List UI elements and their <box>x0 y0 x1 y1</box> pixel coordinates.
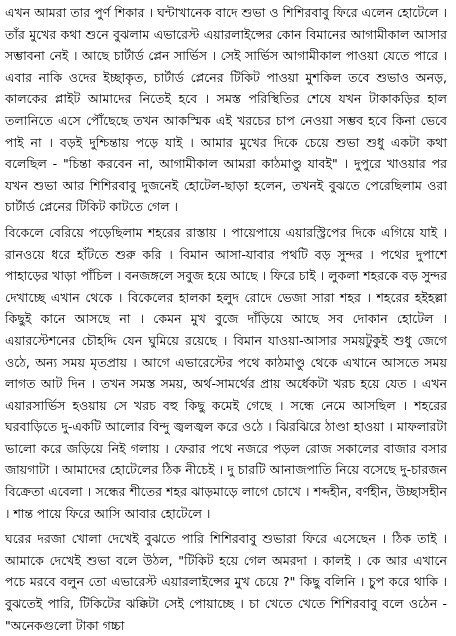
paragraph-2: বিকেলে বেরিয়ে পড়েছিলাম শহরের রাস্তায় । পায়েপায়ে এয়ারস্ট্রিপের দিকে এগিয়ে যাই । রানওয়ে ধরে হাঁটতে শুরু করি । বিমান আসা-যাবার পথটি বড় সুন্দর । পথের দুপাশে পাহাড়ের খাড়া পাঁচিল । বনজঙ্গলে সবুজ হয়ে আছে । ফিরে চাই । লুকলা শহরকে বড় সুন্দর দেখাচ্ছে এখান থেকে । বিকেলের হালকা হলুদ রোদে ভেজা সারা শহর । শহরের হইহল্লা কিছুই কানে আসছে না । কেমন মুখ বুজে দাঁড়িয়ে আছে সব দোকান হোটেল । এয়ারস্টেশনের চৌহদ্দি যেন ঘুমিয়ে রয়েছে । বিমান যাওয়া-আসার সময়টুকুই শুধু জেগে ওঠে, অন্য সময় মৃতপ্রায় । আগে এভারেস্টের পথে কাঠমাণ্ডু থেকে এখানে আসতে সময় লাগত আট দিন । তখন সমস্ত সময়, অর্থ-সামর্থের প্রায় অর্ধেকটা খরচ হয়ে যেত । এখন এয়ারসার্ভিস হওয়ায় সে খরচ বহু কিছু কমেই গেছে । সন্ধে নেমে আসছিল । শহরের ঘরবাড়িতে দু-একটি আলোর বিন্দু জ্বলজ্বল করে ওঠে । ঝিরঝিরে ঠাণ্ডা হাওয়া । মাফলারটা ভালো করে জড়িয়ে নিই গলায় । ফেরার পথে নজরে পড়ল রোজ সকালের বাজার বসার জায়গাটা । আমাদের হোটেলের ঠিক নীচেই । দু চারটি আনাজপাতি নিয়ে বসেছে দু-চারজন বিক্রেতা এবেলা । সন্ধের শীতের শহর ঝাড়মাড়ে লাগে চোখে । শব্দহীন, বর্ণহীন, উচ্ছাসহীন । শান্ত পায়ে ফিরে আসি আবার হোটেলে । <box>5 224 447 521</box>
paragraph-1: এখন আমরা তার পুর্ণ শিকার । ঘন্টাখানেক বাদে শুভা ও শিশিরবাবু ফিরে এলেন হোটেলে । তাঁর মুখের কথা শুনে বুঝলাম এভারেস্ট এয়ারলাইন্সের কোন বিমানের আগামীকাল আসার সম্ভাবনা নেই । আছে চার্টার্ড প্লেন সার্ভিস । সেই সার্ভিস আগামীকাল পাওয়া যেতে পারে । এবার নাকি ওদের ইচ্ছাকৃত, চার্টার্ড প্লেনের টিকিট পাওয়া মুশকিল তবে শুভাও অনড়, কালকের প্লাইট আমাদের নিতেই হবে । সমস্ত পরিস্থিতির শেষে যখন টাকাকড়ির হাল তলানিতে এসে পৌঁছেছে তখন আকস্মিক এই খরচের চাপ নেওয়া সম্ভব হবে কিনা ভেবে পাই না । বড়ই দুশ্চিন্তায় পড়ে যাই । আমার মুখের দিকে চেয়ে শুভা শুধু একটা কথা বলেছিল - "চিন্তা করবেন না, আগামীকাল আমরা কাঠমাণ্ডু যাবই" । দুপুরে খাওয়ার পর যখন শুভা আর শিশিরবাবু দুজনেই হোটেল-ছাড়া হলেন, তখনই বুঝতে পেরেছিলাম ওরা চার্টার্ড প্লেনের টিকিট কাটতে গেল । <box>5 5 447 215</box>
paragraph-3: ঘরের দরজা খোলা দেখেই বুঝতে পারি শিশিরবাবু শুভারা ফিরে এসেছেন । ঠিক তাই । আমাকে দেখেই শুভা বলে উঠল, "টিকিট হয়ে গেল অমরদা । কালই । কে আর এখানে পচে মরবে বলুন তো এভারেস্ট এয়ারলাইন্সের মুখ চেয়ে ?" কিছু বলিনি । চুপ করে থাকি । বুঝতেই পারি, টিকিটের ঝক্কিটা সেই পোয়াচ্ছে । চা খেতে খেতে শিশিরবাবু বলে ওঠেন - "অনেকগুলো টাকা গচ্চা <box>5 531 447 633</box>
